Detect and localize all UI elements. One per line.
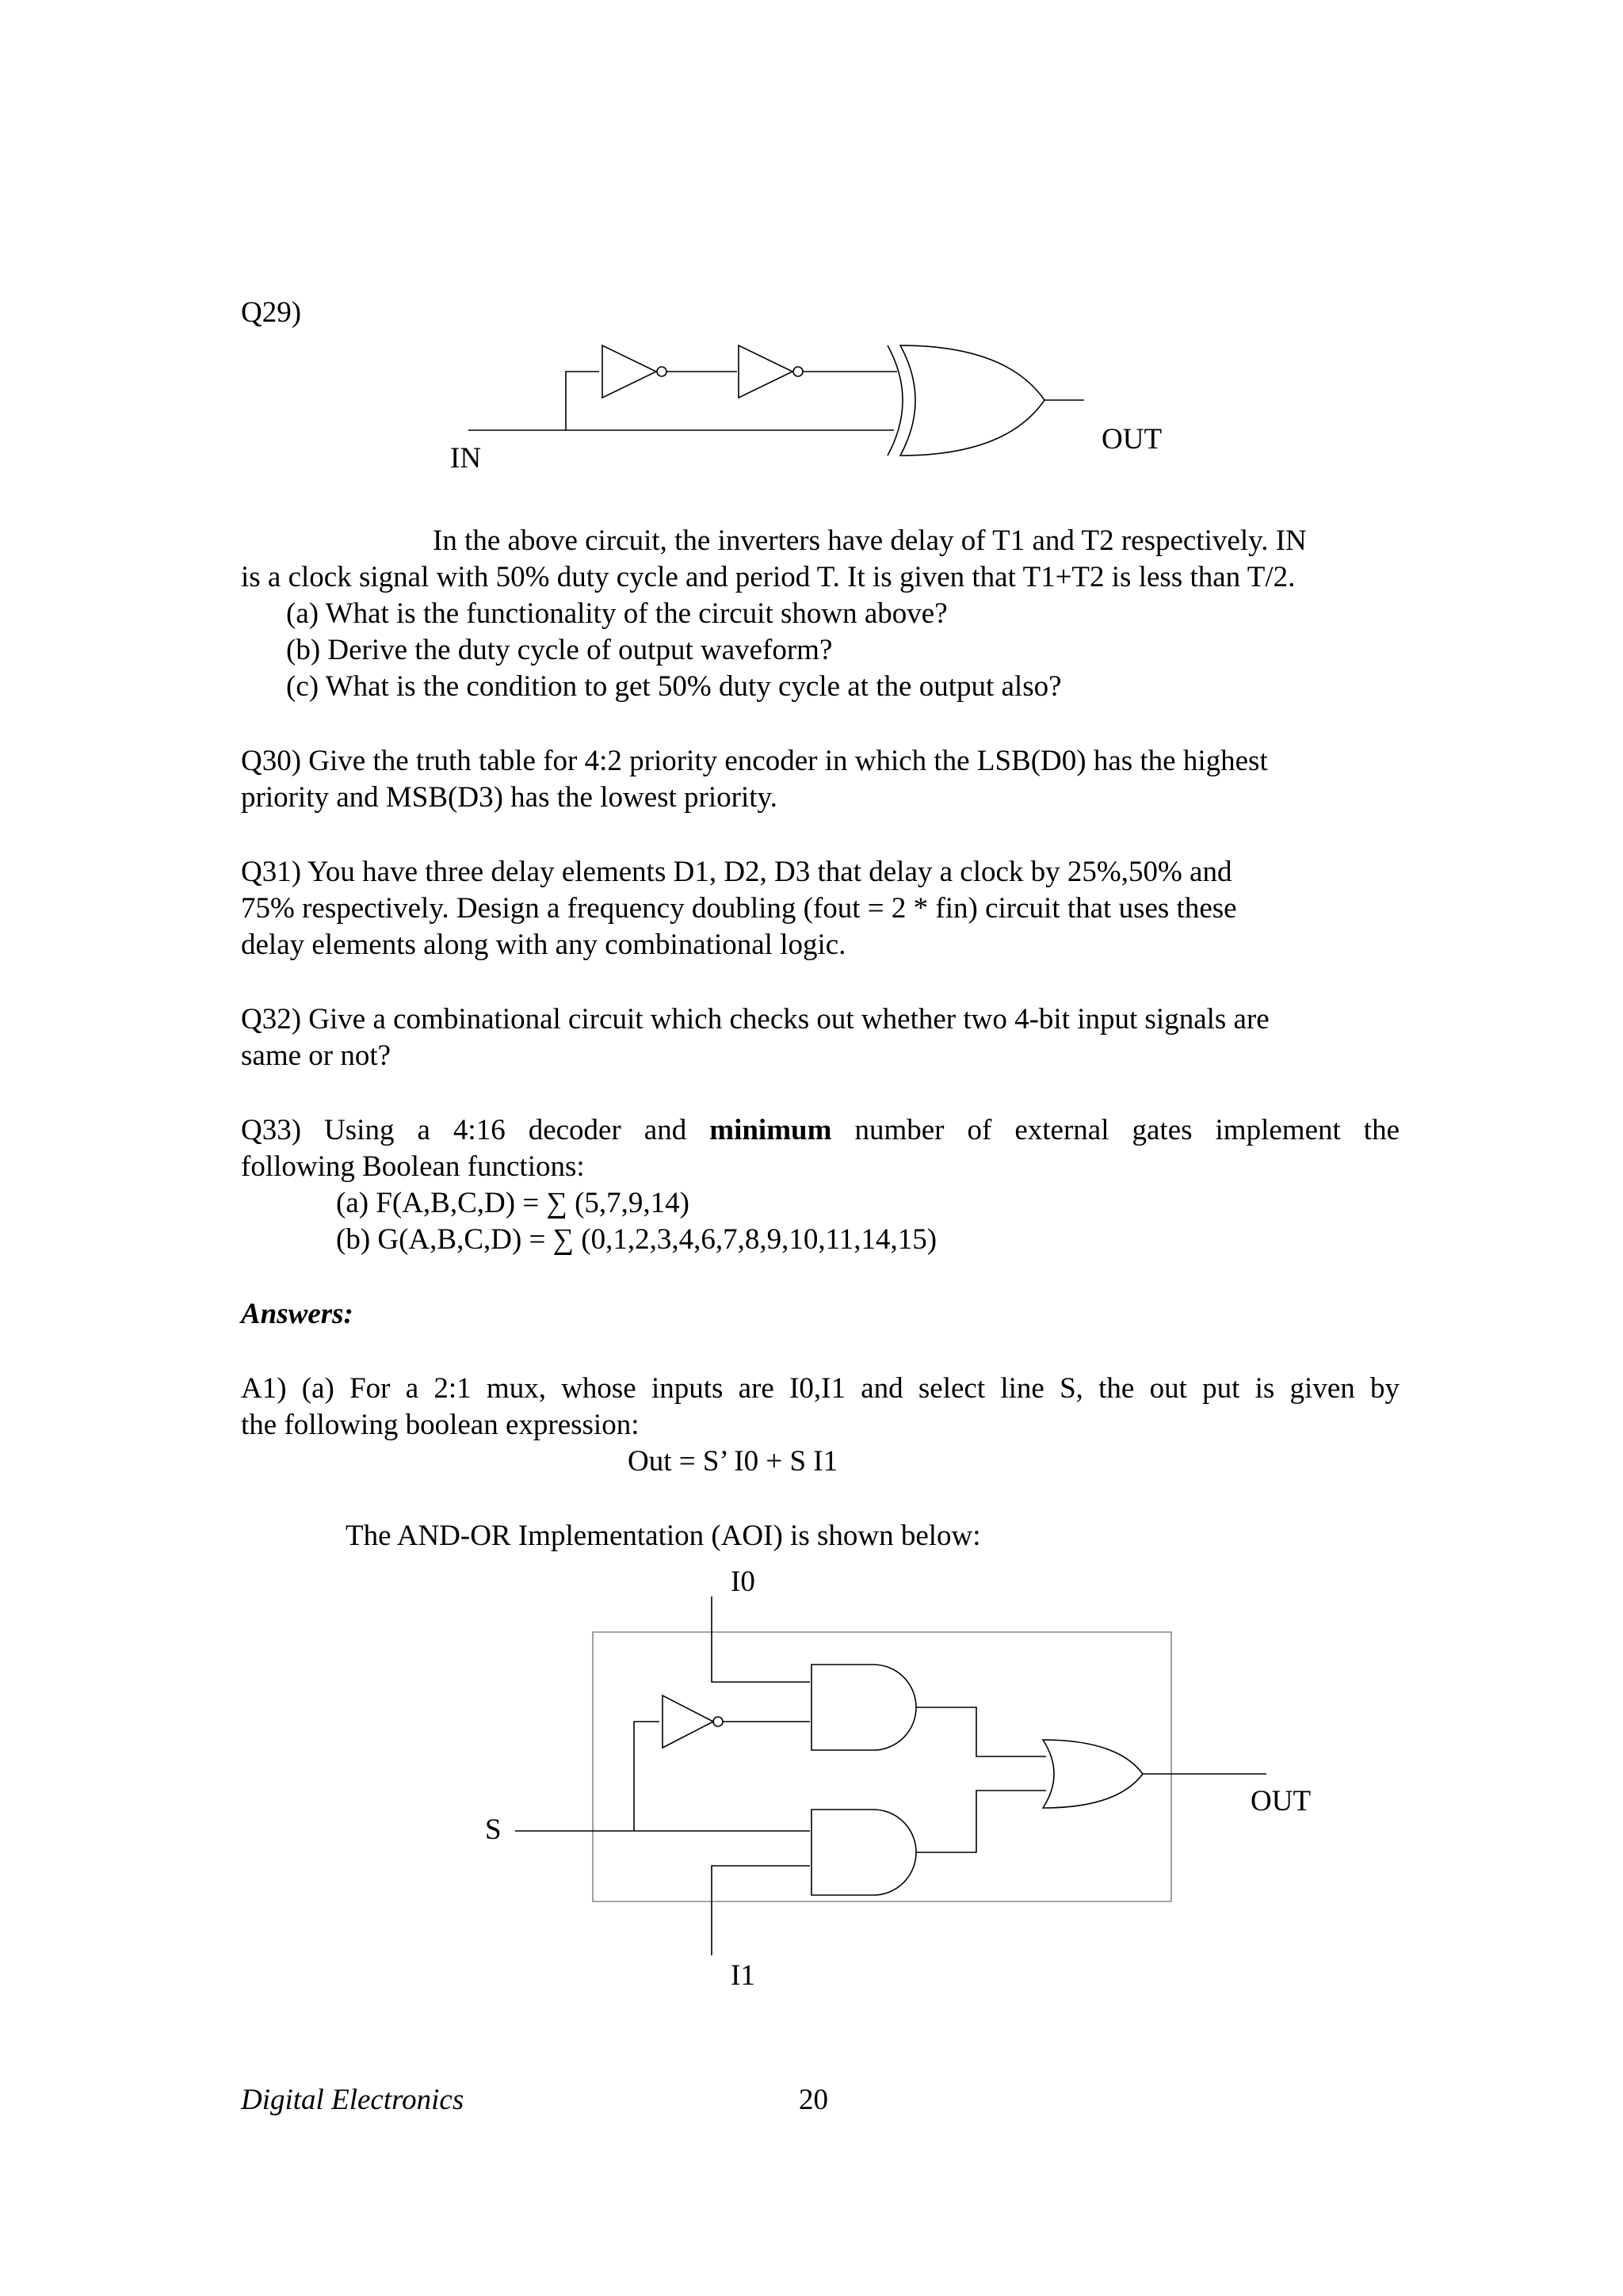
- in-label: IN: [450, 442, 482, 475]
- s-inverter-bubble: [713, 1717, 723, 1726]
- footer-page-number: 20: [799, 2084, 828, 2116]
- i0-wire: [712, 1596, 810, 1682]
- q33-line-1-pre: Q33) Using a 4:16 decoder and: [241, 1114, 687, 1146]
- or-gate: [1043, 1740, 1143, 1808]
- q33-item-a: (a) F(A,B,C,D) = ∑ (5,7,9,14): [336, 1187, 689, 1219]
- i1-label: I1: [731, 1959, 755, 1992]
- q32-line-2: same or not?: [241, 1039, 391, 1072]
- q29-item-b: (b) Derive the duty cycle of output waveform?: [286, 634, 833, 666]
- mux-out-label: OUT: [1251, 1785, 1312, 1817]
- aoi-caption: The AND-OR Implementation (AOI) is shown below:: [346, 1520, 981, 1552]
- a1-line-1: A1) (a) For a 2:1 mux, whose inputs are I0,I1 and select line S, the out put is given by: [241, 1372, 1400, 1405]
- mux-boundary-box: [593, 1632, 1171, 1901]
- answers-heading: Answers:: [241, 1298, 353, 1330]
- s-inverter: [663, 1695, 713, 1748]
- and2-out-wire: [916, 1791, 1046, 1852]
- q31-line-1: Q31) You have three delay elements D1, D2, D3 that delay a clock by 25%,50% and: [241, 856, 1232, 888]
- q29-item-c: (c) What is the condition to get 50% duty cycle at the output also?: [286, 670, 1062, 703]
- q31-line-3: delay elements along with any combinational logic.: [241, 929, 846, 961]
- q33-line-2: following Boolean functions:: [241, 1150, 585, 1183]
- question-29-label: Q29): [241, 296, 302, 329]
- and-gate-1: [812, 1665, 916, 1750]
- s-branch-wire: [634, 1722, 659, 1831]
- q32-line-1: Q32) Give a combinational circuit which checks out whether two 4-bit input signals are: [241, 1003, 1270, 1035]
- and-gate-2: [812, 1810, 916, 1895]
- s-label: S: [485, 1814, 502, 1846]
- q33-item-b: (b) G(A,B,C,D) = ∑ (0,1,2,3,4,6,7,8,9,10,11,14,15): [336, 1223, 938, 1256]
- q33-emphasis-minimum: minimum: [709, 1114, 832, 1146]
- q33-line-1-post: number of external gates implement the: [854, 1114, 1400, 1146]
- q29-paragraph-line-1: In the above circuit, the inverters have delay of T1 and T2 respectively. IN: [433, 524, 1307, 557]
- q30-line-2: priority and MSB(D3) has the lowest priority.: [241, 781, 777, 814]
- i1-wire: [712, 1866, 810, 1955]
- q29-item-a: (a) What is the functionality of the circuit shown above?: [286, 597, 948, 630]
- a1-line-2: the following boolean expression:: [241, 1409, 640, 1441]
- i0-label: I0: [731, 1566, 755, 1598]
- q31-line-2: 75% respectively. Design a frequency doubling (fout = 2 * fin) circuit that uses these: [241, 892, 1237, 925]
- q29-paragraph-line-2: is a clock signal with 50% duty cycle and period T. It is given that T1+T2 is less than T/2.: [241, 561, 1296, 593]
- and1-out-wire: [916, 1707, 1046, 1756]
- a1-expression: Out = S’ I0 + S I1: [628, 1445, 838, 1478]
- out-label: OUT: [1102, 423, 1163, 456]
- footer-book-title: Digital Electronics: [241, 2084, 464, 2116]
- q30-line-1: Q30) Give the truth table for 4:2 priority encoder in which the LSB(D0) has the highest: [241, 745, 1268, 777]
